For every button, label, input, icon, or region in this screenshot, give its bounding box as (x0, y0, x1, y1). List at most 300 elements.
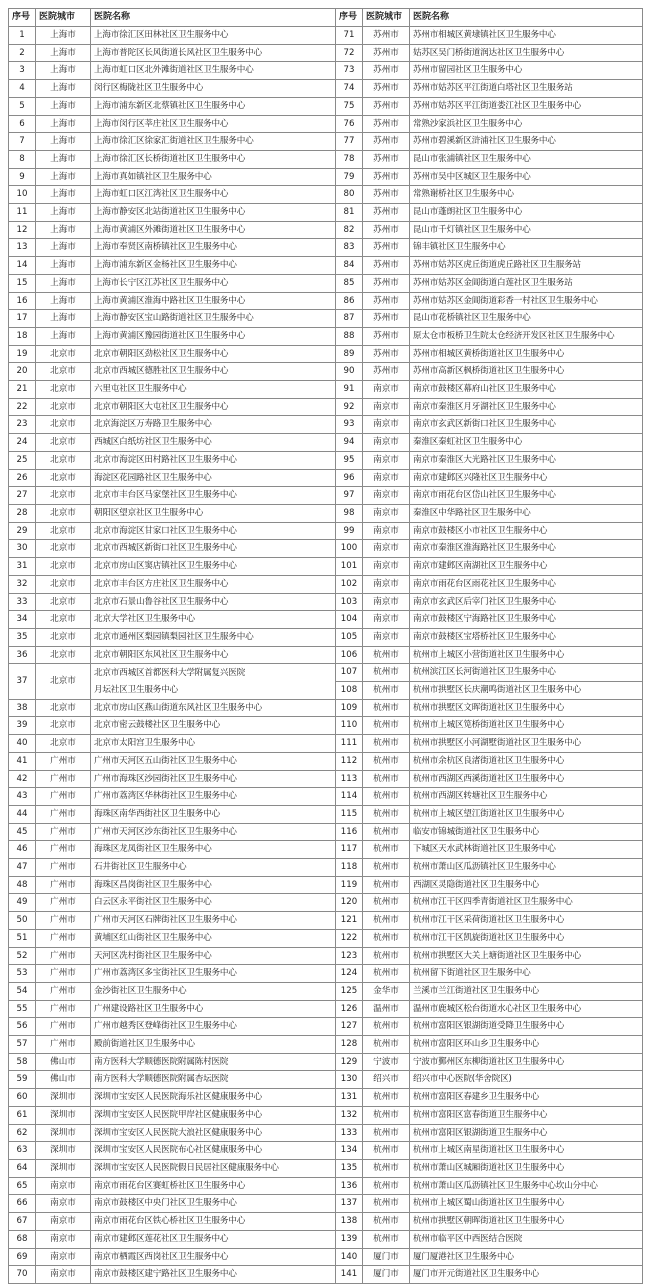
cell-hospital-name (91, 664, 336, 699)
cell-city: 北京市 (36, 345, 91, 363)
cell-hospital-name: 苏州市碧溪新区浒浦社区卫生服务中心 (410, 133, 643, 151)
table-row (9, 929, 643, 947)
cell-no: 88 (336, 327, 363, 345)
table-row (9, 310, 643, 328)
cell-no: 26 (9, 469, 36, 487)
cell-hospital-name: 苏州市相城区黄桥街道社区卫生服务中心 (410, 345, 643, 363)
cell-city: 宁波市 (363, 1053, 410, 1071)
cell-no: 57 (9, 1036, 36, 1054)
cell-hospital-name: 广州市荔湾区多宝街社区卫生服务中心 (91, 965, 336, 983)
cell-city: 苏州市 (363, 168, 410, 186)
cell-city: 上海市 (36, 133, 91, 151)
cell-no: 99 (336, 522, 363, 540)
table-row (9, 947, 643, 965)
cell-city: 绍兴市 (363, 1071, 410, 1089)
cell-hospital-name: 杭州市萧山区瓜沥镇社区卫生服务中心坎山分中心 (410, 1177, 643, 1195)
table-row (9, 1142, 643, 1160)
cell-no: 14 (9, 257, 36, 275)
table-row (9, 1018, 643, 1036)
cell-hospital-name: 上海市浦东新区北蔡镇社区卫生服务中心 (91, 97, 336, 115)
cell-hospital-name: 金沙街社区卫生服务中心 (91, 982, 336, 1000)
cell-hospital-name: 闵行区梅陇社区卫生服务中心 (91, 80, 336, 98)
cell-city: 南京市 (363, 487, 410, 505)
cell-hospital-name-line2: 月坛社区卫生服务中心 (94, 684, 178, 695)
table-row (9, 451, 643, 469)
table-row (9, 44, 643, 62)
cell-hospital-name: 西湖区灵隐街道社区卫生服务中心 (410, 876, 643, 894)
cell-hospital-name: 上海市黄浦区豫园街道社区卫生服务中心 (91, 327, 336, 345)
table-row (9, 894, 643, 912)
cell-no: 127 (336, 1018, 363, 1036)
table-row (9, 593, 643, 611)
cell-hospital-name: 广州市海珠区沙园街社区卫生服务中心 (91, 770, 336, 788)
cell-city: 杭州市 (363, 912, 410, 930)
cell-hospital-name: 锦丰镇社区卫生服务中心 (410, 239, 643, 257)
cell-city: 苏州市 (363, 133, 410, 151)
cell-hospital-name: 南京市鼓楼区幕府山社区卫生服务中心 (410, 381, 643, 399)
header-city-right: 医院城市 (363, 9, 410, 27)
cell-hospital-name: 杭州市拱墅区小河湖墅街道社区卫生服务中心 (410, 735, 643, 753)
cell-city: 上海市 (36, 27, 91, 45)
cell-no: 78 (336, 150, 363, 168)
cell-city: 广州市 (36, 912, 91, 930)
cell-no: 131 (336, 1089, 363, 1107)
cell-city: 苏州市 (363, 115, 410, 133)
table-row (9, 168, 643, 186)
cell-no: 95 (336, 451, 363, 469)
table-row (9, 717, 643, 735)
cell-hospital-name: 北京市房山区燕山街道东风社区卫生服务中心 (91, 699, 336, 717)
cell-city: 南京市 (36, 1248, 91, 1266)
cell-city: 南京市 (363, 504, 410, 522)
cell-hospital-name: 上海市闵行区莘庄社区卫生服务中心 (91, 115, 336, 133)
cell-no: 50 (9, 912, 36, 930)
cell-city: 北京市 (36, 575, 91, 593)
table-row (9, 1160, 643, 1178)
cell-no: 129 (336, 1053, 363, 1071)
cell-hospital-name: 宁波市鄞州区东柳街道社区卫生服务中心 (410, 1053, 643, 1071)
cell-no: 115 (336, 805, 363, 823)
cell-city: 北京市 (36, 699, 91, 717)
cell-hospital-name: 南京市鼓楼区宁海路社区卫生服务中心 (410, 611, 643, 629)
cell-hospital-name: 兰溪市兰江街道社区卫生服务中心 (410, 982, 643, 1000)
table-row (9, 133, 643, 151)
table-row (9, 805, 643, 823)
cell-hospital-name: 昆山市花桥镇社区卫生服务中心 (410, 310, 643, 328)
cell-no: 16 (9, 292, 36, 310)
cell-no: 135 (336, 1160, 363, 1178)
cell-hospital-name: 上海市虹口区江湾社区卫生服务中心 (91, 186, 336, 204)
header-no-left: 序号 (9, 9, 36, 27)
cell-city: 南京市 (363, 398, 410, 416)
table-row (9, 841, 643, 859)
cell-city: 苏州市 (363, 62, 410, 80)
cell-no: 53 (9, 965, 36, 983)
cell-no: 106 (336, 646, 363, 664)
cell-hospital-name: 上海市浦东新区金杨社区卫生服务中心 (91, 257, 336, 275)
cell-hospital-name: 杭州市上城区南星街道社区卫生服务中心 (410, 1142, 643, 1160)
cell-city: 南京市 (363, 628, 410, 646)
cell-city: 杭州市 (363, 947, 410, 965)
cell-no: 140 (336, 1248, 363, 1266)
cell-hospital-name: 杭州市上城区笕桥街道社区卫生服务中心 (410, 717, 643, 735)
cell-no: 139 (336, 1230, 363, 1248)
cell-city: 广州市 (36, 947, 91, 965)
cell-no: 27 (9, 487, 36, 505)
cell-city: 上海市 (36, 239, 91, 257)
cell-city: 上海市 (36, 221, 91, 239)
cell-city: 北京市 (36, 593, 91, 611)
table-row (9, 1036, 643, 1054)
cell-hospital-name: 原太仓市板桥卫生院太仓经济开发区社区卫生服务中心 (410, 327, 643, 345)
cell-city: 金华市 (363, 982, 410, 1000)
cell-hospital-name: 天河区冼村街社区卫生服务中心 (91, 947, 336, 965)
cell-no: 124 (336, 965, 363, 983)
cell-city: 杭州市 (363, 1036, 410, 1054)
cell-no: 114 (336, 788, 363, 806)
cell-no: 137 (336, 1195, 363, 1213)
cell-hospital-name: 苏州市姑苏区平江街道白塔社区卫生服务站 (410, 80, 643, 98)
cell-hospital-name: 北京市西城区德胜社区卫生服务中心 (91, 363, 336, 381)
cell-city: 上海市 (36, 44, 91, 62)
cell-no: 109 (336, 699, 363, 717)
table-row (9, 752, 643, 770)
cell-city: 广州市 (36, 752, 91, 770)
header-city-left: 医院城市 (36, 9, 91, 27)
cell-city: 南京市 (36, 1266, 91, 1284)
cell-no: 138 (336, 1213, 363, 1231)
cell-city: 南京市 (363, 575, 410, 593)
cell-no: 17 (9, 310, 36, 328)
cell-hospital-name: 南京市鼓楼区中央门社区卫生服务中心 (91, 1195, 336, 1213)
cell-no: 49 (9, 894, 36, 912)
cell-no: 70 (9, 1266, 36, 1284)
cell-hospital-name: 杭州市江干区采荷街道社区卫生服务中心 (410, 912, 643, 930)
cell-city: 杭州市 (363, 929, 410, 947)
cell-hospital-name: 杭州滨江区长河街道社区卫生服务中心 (410, 664, 643, 682)
cell-city: 杭州市 (363, 823, 410, 841)
table-row (9, 575, 643, 593)
cell-hospital-name: 北京海淀区万寿路卫生服务中心 (91, 416, 336, 434)
cell-city: 杭州市 (363, 1160, 410, 1178)
cell-city: 杭州市 (363, 1142, 410, 1160)
cell-hospital-name: 昆山市张浦镇社区卫生服务中心 (410, 150, 643, 168)
cell-hospital-name: 殿前街道社区卫生服务中心 (91, 1036, 336, 1054)
cell-hospital-name: 北京市朝阳区大屯社区卫生服务中心 (91, 398, 336, 416)
cell-hospital-name: 杭州市拱墅区文晖街道社区卫生服务中心 (410, 699, 643, 717)
cell-city: 深圳市 (36, 1160, 91, 1178)
cell-hospital-name: 广州市荔湾区华林街社区卫生服务中心 (91, 788, 336, 806)
table-row (9, 823, 643, 841)
cell-hospital-name: 杭州市萧山区城厢街道社区卫生服务中心 (410, 1160, 643, 1178)
cell-hospital-name: 厦门市开元街道社区卫生服务中心 (410, 1266, 643, 1284)
cell-hospital-name: 杭州市富阳区春建乡卫生服务中心 (410, 1089, 643, 1107)
cell-city: 南京市 (36, 1177, 91, 1195)
cell-no: 51 (9, 929, 36, 947)
cell-city: 杭州市 (363, 841, 410, 859)
table-row (9, 770, 643, 788)
cell-no: 125 (336, 982, 363, 1000)
cell-no: 15 (9, 274, 36, 292)
cell-hospital-name: 杭州市拱墅区大关上塘街道社区卫生服务中心 (410, 947, 643, 965)
cell-city: 杭州市 (363, 788, 410, 806)
cell-city: 北京市 (36, 717, 91, 735)
cell-city: 广州市 (36, 1036, 91, 1054)
cell-no: 141 (336, 1266, 363, 1284)
cell-no: 116 (336, 823, 363, 841)
table-row (9, 97, 643, 115)
cell-no: 41 (9, 752, 36, 770)
cell-no: 117 (336, 841, 363, 859)
cell-city: 苏州市 (363, 363, 410, 381)
cell-no: 47 (9, 859, 36, 877)
cell-hospital-name: 海珠区龙凤街社区卫生服务中心 (91, 841, 336, 859)
cell-hospital-name: 深圳市宝安区人民医院海乐社区健康服务中心 (91, 1089, 336, 1107)
cell-hospital-name: 上海市静安区宝山路街道社区卫生服务中心 (91, 310, 336, 328)
cell-city: 北京市 (36, 469, 91, 487)
cell-hospital-name: 南京市雨花台区铁心桥社区卫生服务中心 (91, 1213, 336, 1231)
cell-hospital-name: 杭州市拱墅区朝晖街道社区卫生服务中心 (410, 1213, 643, 1231)
cell-no: 4 (9, 80, 36, 98)
table-row (9, 1000, 643, 1018)
cell-city: 广州市 (36, 965, 91, 983)
header-name-left: 医院名称 (91, 9, 336, 27)
cell-city: 苏州市 (363, 186, 410, 204)
cell-hospital-name: 常熟沙家浜社区卫生服务中心 (410, 115, 643, 133)
cell-city: 上海市 (36, 150, 91, 168)
cell-hospital-name: 秦淮区中华路社区卫生服务中心 (410, 504, 643, 522)
cell-no: 22 (9, 398, 36, 416)
cell-no: 128 (336, 1036, 363, 1054)
cell-no: 10 (9, 186, 36, 204)
cell-city: 北京市 (36, 540, 91, 558)
cell-hospital-name: 上海市普陀区长风街道长风社区卫生服务中心 (91, 44, 336, 62)
cell-no: 134 (336, 1142, 363, 1160)
table-row (9, 522, 643, 540)
cell-no: 29 (9, 522, 36, 540)
cell-hospital-name: 北京市石景山鲁谷社区卫生服务中心 (91, 593, 336, 611)
cell-hospital-name: 杭州市拱墅区长庆潮鸣街道社区卫生服务中心 (410, 682, 643, 700)
cell-city: 上海市 (36, 204, 91, 222)
cell-hospital-name: 北京大学社区卫生服务中心 (91, 611, 336, 629)
table-header-row (9, 9, 643, 27)
cell-city: 北京市 (36, 381, 91, 399)
cell-no: 13 (9, 239, 36, 257)
cell-city: 上海市 (36, 80, 91, 98)
table-row (9, 80, 643, 98)
cell-hospital-name: 南京市秦淮区月牙湖社区卫生服务中心 (410, 398, 643, 416)
table-row (9, 150, 643, 168)
cell-city: 北京市 (36, 558, 91, 576)
cell-city: 北京市 (36, 646, 91, 664)
cell-city: 深圳市 (36, 1106, 91, 1124)
table-row (9, 363, 643, 381)
cell-hospital-name: 杭州市富阳区富春街道卫生服务中心 (410, 1106, 643, 1124)
cell-no: 123 (336, 947, 363, 965)
cell-city: 北京市 (36, 398, 91, 416)
table-row (9, 1230, 643, 1248)
table-row (9, 982, 643, 1000)
cell-hospital-name: 广州建设路社区卫生服务中心 (91, 1000, 336, 1018)
cell-hospital-name: 上海市真如镇社区卫生服务中心 (91, 168, 336, 186)
cell-no: 91 (336, 381, 363, 399)
cell-hospital-name: 北京市朝阳区东风社区卫生服务中心 (91, 646, 336, 664)
hospital-list-sheet (8, 8, 642, 1284)
cell-no: 98 (336, 504, 363, 522)
cell-hospital-name: 南京市玄武区新街口社区卫生服务中心 (410, 416, 643, 434)
cell-no: 61 (9, 1106, 36, 1124)
cell-city: 广州市 (36, 929, 91, 947)
cell-hospital-name: 杭州市西湖区转塘社区卫生服务中心 (410, 788, 643, 806)
cell-no: 52 (9, 947, 36, 965)
cell-no: 42 (9, 770, 36, 788)
cell-hospital-name: 上海市长宁区江苏社区卫生服务中心 (91, 274, 336, 292)
cell-no: 59 (9, 1071, 36, 1089)
cell-no: 33 (9, 593, 36, 611)
cell-hospital-name: 南京市雨花台区雨花社区卫生服务中心 (410, 575, 643, 593)
cell-no: 73 (336, 62, 363, 80)
cell-city: 北京市 (36, 451, 91, 469)
cell-hospital-name: 杭州市富阳区环山乡卫生服务中心 (410, 1036, 643, 1054)
cell-no: 7 (9, 133, 36, 151)
cell-hospital-name: 南京市鼓楼区小市社区卫生服务中心 (410, 522, 643, 540)
cell-city: 杭州市 (363, 1106, 410, 1124)
table-row (9, 1106, 643, 1124)
table-row (9, 1053, 643, 1071)
cell-city: 上海市 (36, 327, 91, 345)
cell-hospital-name: 南京市鼓楼区建宁路社区卫生服务中心 (91, 1266, 336, 1284)
cell-city: 杭州市 (363, 1124, 410, 1142)
cell-hospital-name: 石井街社区卫生服务中心 (91, 859, 336, 877)
cell-no: 36 (9, 646, 36, 664)
table-row (9, 1266, 643, 1284)
cell-hospital-name: 北京市通州区梨园镇梨园社区卫生服务中心 (91, 628, 336, 646)
cell-hospital-name: 六里屯社区卫生服务中心 (91, 381, 336, 399)
table-row (9, 1213, 643, 1231)
cell-city: 南京市 (363, 451, 410, 469)
table-row (9, 221, 643, 239)
cell-city: 广州市 (36, 805, 91, 823)
table-row (9, 416, 643, 434)
header-no-right: 序号 (336, 9, 363, 27)
cell-no: 43 (9, 788, 36, 806)
cell-city: 厦门市 (363, 1266, 410, 1284)
cell-city: 广州市 (36, 841, 91, 859)
table-row (9, 239, 643, 257)
cell-no: 12 (9, 221, 36, 239)
cell-no: 38 (9, 699, 36, 717)
cell-no: 37 (9, 664, 36, 699)
cell-hospital-name: 绍兴市中心医院(华舍院区) (410, 1071, 643, 1089)
cell-hospital-name: 常熟谢桥社区卫生服务中心 (410, 186, 643, 204)
cell-hospital-name: 杭州市上城区蜀山街道社区卫生服务中心 (410, 1195, 643, 1213)
cell-city: 北京市 (36, 628, 91, 646)
cell-city: 深圳市 (36, 1089, 91, 1107)
table-row (9, 1089, 643, 1107)
cell-city: 苏州市 (363, 257, 410, 275)
cell-hospital-name: 白云区永平街社区卫生服务中心 (91, 894, 336, 912)
cell-no: 119 (336, 876, 363, 894)
cell-no: 122 (336, 929, 363, 947)
cell-city: 杭州市 (363, 805, 410, 823)
cell-hospital-name: 北京市房山区窦店镇社区卫生服务中心 (91, 558, 336, 576)
cell-no: 34 (9, 611, 36, 629)
cell-no: 82 (336, 221, 363, 239)
cell-hospital-name: 苏州市姑苏区金阊街道彩香一村社区卫生服务中心 (410, 292, 643, 310)
cell-city: 南京市 (36, 1213, 91, 1231)
cell-no: 30 (9, 540, 36, 558)
cell-city: 杭州市 (363, 664, 410, 682)
table-row (9, 274, 643, 292)
table-row (9, 1124, 643, 1142)
cell-city: 杭州市 (363, 894, 410, 912)
cell-no: 83 (336, 239, 363, 257)
cell-hospital-name: 杭州市上城区望江街道社区卫生服务中心 (410, 805, 643, 823)
cell-city: 北京市 (36, 363, 91, 381)
cell-no: 62 (9, 1124, 36, 1142)
cell-city: 苏州市 (363, 292, 410, 310)
table-row (9, 664, 643, 682)
table-row (9, 965, 643, 983)
cell-hospital-name: 北京市太阳宫卫生服务中心 (91, 735, 336, 753)
cell-hospital-name: 黄埔区红山街社区卫生服务中心 (91, 929, 336, 947)
table-row (9, 1195, 643, 1213)
cell-hospital-name-line1: 北京市西城区首都医科大学附属复兴医院 (94, 667, 246, 678)
cell-no: 56 (9, 1018, 36, 1036)
cell-city: 上海市 (36, 292, 91, 310)
cell-hospital-name: 苏州市高新区枫桥街道社区卫生服务中心 (410, 363, 643, 381)
cell-no: 120 (336, 894, 363, 912)
table-row (9, 27, 643, 45)
cell-city: 杭州市 (363, 876, 410, 894)
table-row (9, 345, 643, 363)
cell-no: 5 (9, 97, 36, 115)
cell-no: 75 (336, 97, 363, 115)
cell-city: 苏州市 (363, 310, 410, 328)
cell-hospital-name: 广州市天河区石牌街社区卫生服务中心 (91, 912, 336, 930)
cell-no: 104 (336, 611, 363, 629)
cell-no: 102 (336, 575, 363, 593)
cell-no: 113 (336, 770, 363, 788)
cell-city: 广州市 (36, 982, 91, 1000)
cell-no: 55 (9, 1000, 36, 1018)
cell-hospital-name: 厦门厦港社区卫生服务中心 (410, 1248, 643, 1266)
cell-city: 杭州市 (363, 752, 410, 770)
cell-hospital-name: 昆山市千灯镇社区卫生服务中心 (410, 221, 643, 239)
cell-city: 南京市 (363, 434, 410, 452)
cell-no: 94 (336, 434, 363, 452)
table-row (9, 699, 643, 717)
cell-hospital-name: 北京市西城区新街口社区卫生服务中心 (91, 540, 336, 558)
cell-city: 南京市 (363, 558, 410, 576)
table-row (9, 398, 643, 416)
cell-hospital-name: 深圳市宝安区人民医院布心社区健康服务中心 (91, 1142, 336, 1160)
cell-hospital-name: 南京市秦淮区大光路社区卫生服务中心 (410, 451, 643, 469)
cell-no: 85 (336, 274, 363, 292)
cell-no: 108 (336, 682, 363, 700)
cell-city: 苏州市 (363, 97, 410, 115)
cell-city: 上海市 (36, 115, 91, 133)
cell-no: 44 (9, 805, 36, 823)
cell-city: 上海市 (36, 97, 91, 115)
cell-hospital-name: 深圳市宝安区人民医院大浪社区健康服务中心 (91, 1124, 336, 1142)
cell-hospital-name: 杭州市西湖区西溪街道社区卫生服务中心 (410, 770, 643, 788)
cell-city: 广州市 (36, 1018, 91, 1036)
cell-city: 佛山市 (36, 1071, 91, 1089)
cell-hospital-name: 上海市奉贤区南桥镇社区卫生服务中心 (91, 239, 336, 257)
cell-no: 23 (9, 416, 36, 434)
cell-no: 58 (9, 1053, 36, 1071)
